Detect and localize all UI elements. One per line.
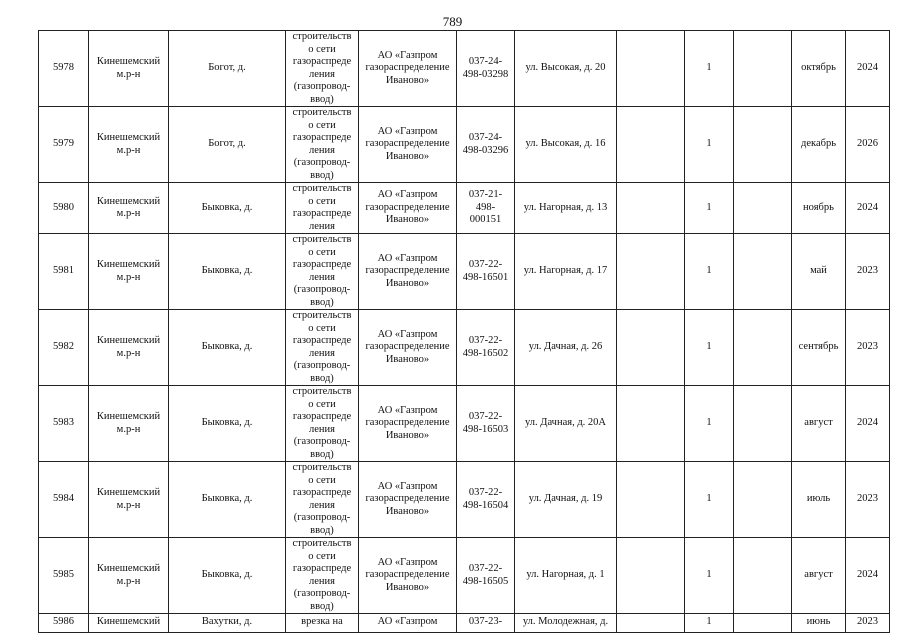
quantity-cell: 1 bbox=[685, 538, 734, 614]
quantity-cell: 1 bbox=[685, 183, 734, 234]
object-code-line: 037-22- bbox=[468, 259, 503, 270]
work-type-line: газораспреде bbox=[292, 208, 352, 219]
district-line: м.р-н bbox=[116, 499, 141, 511]
district-line: Кинешемский bbox=[96, 616, 161, 627]
blank-cell bbox=[734, 31, 792, 107]
work-type-cell bbox=[286, 31, 359, 107]
work-type-cell bbox=[286, 538, 359, 614]
organization-line: АО «Газпром bbox=[377, 328, 438, 340]
work-type-line: ления bbox=[309, 575, 335, 587]
work-type-line: ления bbox=[309, 144, 335, 156]
blank-cell bbox=[734, 386, 792, 462]
work-type-line: строительств bbox=[292, 183, 352, 194]
organization-line: Иваново» bbox=[385, 429, 430, 441]
month-cell: сентябрь bbox=[792, 310, 846, 386]
row-number-cell: 5985 bbox=[39, 538, 89, 614]
table-row bbox=[39, 183, 890, 234]
work-type-cell bbox=[286, 183, 359, 234]
work-type-line: ления bbox=[309, 423, 335, 435]
work-type-line: ления bbox=[309, 499, 335, 511]
organization-line: АО «Газпром bbox=[377, 556, 438, 568]
extra-cell bbox=[617, 614, 685, 633]
locality-cell: Быковка, д. bbox=[169, 386, 286, 462]
year-cell: 2023 bbox=[846, 462, 890, 538]
quantity-cell: 1 bbox=[685, 234, 734, 310]
organization-line: Иваново» bbox=[385, 150, 430, 162]
district-line: Кинешемский bbox=[96, 132, 161, 143]
month-cell: май bbox=[792, 234, 846, 310]
table-row bbox=[39, 234, 890, 310]
district-line: м.р-н bbox=[116, 68, 141, 80]
month-cell: июль bbox=[792, 462, 846, 538]
row-number-cell: 5984 bbox=[39, 462, 89, 538]
organization-cell bbox=[359, 183, 457, 234]
district-cell bbox=[89, 614, 169, 633]
work-type-line: о сети bbox=[308, 322, 336, 334]
work-type-line: о сети bbox=[308, 550, 336, 562]
district-line: Кинешемский bbox=[96, 335, 161, 346]
registry-table bbox=[38, 30, 890, 633]
year-cell: 2023 bbox=[846, 310, 890, 386]
object-code-line: 037-24- bbox=[468, 56, 503, 67]
blank-cell bbox=[734, 310, 792, 386]
work-type-line: газораспреде bbox=[292, 56, 352, 67]
organization-line: Иваново» bbox=[385, 214, 430, 226]
address-cell: ул. Дачная, д. 20А bbox=[515, 386, 617, 462]
work-type-line: газораспреде bbox=[292, 487, 352, 498]
work-type-line: (газопровод- bbox=[293, 81, 351, 92]
work-type-line: (газопровод- bbox=[293, 512, 351, 523]
object-code-cell bbox=[457, 614, 515, 633]
object-code-line: 037-23- bbox=[468, 616, 503, 627]
work-type-line: строительств bbox=[292, 31, 352, 42]
object-code-cell bbox=[457, 183, 515, 234]
district-cell bbox=[89, 107, 169, 183]
work-type-line: ввод) bbox=[310, 372, 334, 384]
extra-cell bbox=[617, 538, 685, 614]
object-code-line: 498- bbox=[475, 201, 496, 213]
work-type-line: строительств bbox=[292, 386, 352, 397]
organization-line: газораспределение bbox=[365, 417, 450, 429]
work-type-cell bbox=[286, 614, 359, 633]
object-code-line: 498-16502 bbox=[462, 347, 509, 359]
organization-line: АО «Газпром bbox=[377, 49, 438, 61]
year-cell: 2024 bbox=[846, 31, 890, 107]
object-code-cell bbox=[457, 386, 515, 462]
organization-line: Иваново» bbox=[385, 277, 430, 289]
object-code-line: 498-16504 bbox=[462, 499, 509, 511]
work-type-line: (газопровод- bbox=[293, 360, 351, 371]
work-type-line: газораспреде bbox=[292, 259, 352, 270]
locality-cell: Вахутки, д. bbox=[169, 614, 286, 633]
organization-line: АО «Газпром bbox=[377, 125, 438, 137]
organization-line: газораспределение bbox=[365, 138, 450, 150]
extra-cell bbox=[617, 107, 685, 183]
district-cell bbox=[89, 462, 169, 538]
work-type-line: (газопровод- bbox=[293, 284, 351, 295]
object-code-cell bbox=[457, 462, 515, 538]
organization-line: Иваново» bbox=[385, 74, 430, 86]
month-cell: август bbox=[792, 386, 846, 462]
quantity-cell: 1 bbox=[685, 310, 734, 386]
organization-line: АО «Газпром bbox=[377, 252, 438, 264]
object-code-cell bbox=[457, 107, 515, 183]
work-type-line: газораспреде bbox=[292, 132, 352, 143]
work-type-line: ввод) bbox=[310, 296, 334, 308]
work-type-line: ления bbox=[309, 68, 335, 80]
page-number: 789 bbox=[442, 14, 463, 29]
organization-cell bbox=[359, 310, 457, 386]
address-cell: ул. Нагорная, д. 1 bbox=[515, 538, 617, 614]
object-code-line: 498-16501 bbox=[462, 271, 509, 283]
work-type-line: о сети bbox=[308, 246, 336, 258]
work-type-line: газораспреде bbox=[292, 335, 352, 346]
organization-cell bbox=[359, 462, 457, 538]
extra-cell bbox=[617, 462, 685, 538]
year-cell: 2023 bbox=[846, 614, 890, 633]
work-type-line: (газопровод- bbox=[293, 588, 351, 599]
work-type-cell bbox=[286, 386, 359, 462]
organization-line: Иваново» bbox=[385, 581, 430, 593]
work-type-line: строительств bbox=[292, 310, 352, 321]
quantity-cell: 1 bbox=[685, 107, 734, 183]
work-type-cell bbox=[286, 462, 359, 538]
row-number-cell: 5980 bbox=[39, 183, 89, 234]
address-cell: ул. Нагорная, д. 17 bbox=[515, 234, 617, 310]
organization-line: Иваново» bbox=[385, 353, 430, 365]
row-number-cell: 5978 bbox=[39, 31, 89, 107]
address-cell: ул. Высокая, д. 16 bbox=[515, 107, 617, 183]
table-row bbox=[39, 538, 890, 614]
row-number-cell: 5986 bbox=[39, 614, 89, 633]
work-type-cell bbox=[286, 234, 359, 310]
organization-line: АО «Газпром bbox=[377, 616, 438, 627]
address-cell: ул. Нагорная, д. 13 bbox=[515, 183, 617, 234]
row-number-cell: 5983 bbox=[39, 386, 89, 462]
work-type-line: ления bbox=[309, 347, 335, 359]
district-cell bbox=[89, 310, 169, 386]
year-cell: 2023 bbox=[846, 234, 890, 310]
district-line: м.р-н bbox=[116, 271, 141, 283]
object-code-line: 037-22- bbox=[468, 411, 503, 422]
locality-cell: Богот, д. bbox=[169, 107, 286, 183]
organization-line: газораспределение bbox=[365, 493, 450, 505]
work-type-line: ления bbox=[309, 220, 335, 232]
district-cell bbox=[89, 538, 169, 614]
table-row bbox=[39, 614, 890, 633]
object-code-cell bbox=[457, 310, 515, 386]
blank-cell bbox=[734, 107, 792, 183]
table-row bbox=[39, 386, 890, 462]
row-number-cell: 5979 bbox=[39, 107, 89, 183]
month-cell: август bbox=[792, 538, 846, 614]
district-line: Кинешемский bbox=[96, 56, 161, 67]
work-type-line: строительств bbox=[292, 538, 352, 549]
district-line: Кинешемский bbox=[96, 195, 161, 207]
work-type-line: о сети bbox=[308, 43, 336, 55]
extra-cell bbox=[617, 31, 685, 107]
object-code-line: 037-24- bbox=[468, 132, 503, 143]
locality-cell: Быковка, д. bbox=[169, 234, 286, 310]
object-code-line: 037-22- bbox=[468, 335, 503, 346]
work-type-cell bbox=[286, 310, 359, 386]
row-number-cell: 5981 bbox=[39, 234, 89, 310]
address-cell: ул. Дачная, д. 19 bbox=[515, 462, 617, 538]
organization-line: газораспределение bbox=[365, 569, 450, 581]
organization-line: газораспределение bbox=[365, 341, 450, 353]
quantity-cell: 1 bbox=[685, 386, 734, 462]
district-line: Кинешемский bbox=[96, 563, 161, 574]
month-cell: июнь bbox=[792, 614, 846, 633]
organization-line: газораспределение bbox=[365, 265, 450, 277]
object-code-cell bbox=[457, 234, 515, 310]
object-code-cell bbox=[457, 31, 515, 107]
object-code-line: 037-21- bbox=[468, 189, 503, 201]
quantity-cell: 1 bbox=[685, 462, 734, 538]
row-number-cell: 5982 bbox=[39, 310, 89, 386]
locality-cell: Быковка, д. bbox=[169, 538, 286, 614]
work-type-cell bbox=[286, 107, 359, 183]
object-code-line: 498-16503 bbox=[462, 423, 509, 435]
year-cell: 2024 bbox=[846, 386, 890, 462]
organization-line: Иваново» bbox=[385, 505, 430, 517]
work-type-line: ввод) bbox=[310, 93, 334, 105]
work-type-line: (газопровод- bbox=[293, 436, 351, 447]
organization-line: газораспределение bbox=[365, 201, 450, 213]
organization-cell bbox=[359, 107, 457, 183]
organization-line: АО «Газпром bbox=[377, 404, 438, 416]
address-cell: ул. Дачная, д. 26 bbox=[515, 310, 617, 386]
work-type-line: строительств bbox=[292, 107, 352, 118]
district-line: м.р-н bbox=[116, 347, 141, 359]
work-type-line: ввод) bbox=[310, 448, 334, 460]
district-line: Кинешемский bbox=[96, 259, 161, 270]
work-type-line: о сети bbox=[308, 119, 336, 131]
month-cell: ноябрь bbox=[792, 183, 846, 234]
extra-cell bbox=[617, 234, 685, 310]
object-code-line: 037-22- bbox=[468, 563, 503, 574]
table-row bbox=[39, 310, 890, 386]
work-type-line: газораспреде bbox=[292, 563, 352, 574]
district-cell bbox=[89, 386, 169, 462]
locality-cell: Богот, д. bbox=[169, 31, 286, 107]
object-code-line: 498-03296 bbox=[462, 144, 509, 156]
district-cell bbox=[89, 31, 169, 107]
district-cell bbox=[89, 183, 169, 234]
object-code-line: 000151 bbox=[469, 214, 502, 226]
organization-cell bbox=[359, 538, 457, 614]
work-type-line: газораспреде bbox=[292, 411, 352, 422]
organization-line: АО «Газпром bbox=[377, 480, 438, 492]
work-type-line: ввод) bbox=[310, 600, 334, 612]
district-line: м.р-н bbox=[116, 575, 141, 587]
address-cell: ул. Молодежная, д. bbox=[515, 614, 617, 633]
extra-cell bbox=[617, 386, 685, 462]
blank-cell bbox=[734, 183, 792, 234]
district-line: м.р-н bbox=[116, 423, 141, 435]
district-line: Кинешемский bbox=[96, 487, 161, 498]
month-cell: октябрь bbox=[792, 31, 846, 107]
work-type-line: о сети bbox=[308, 195, 336, 207]
organization-cell bbox=[359, 234, 457, 310]
locality-cell: Быковка, д. bbox=[169, 310, 286, 386]
district-line: м.р-н bbox=[116, 144, 141, 156]
work-type-line: о сети bbox=[308, 474, 336, 486]
table-row bbox=[39, 31, 890, 107]
work-type-line: (газопровод- bbox=[293, 157, 351, 168]
quantity-cell: 1 bbox=[685, 614, 734, 633]
district-line: м.р-н bbox=[116, 208, 141, 219]
year-cell: 2026 bbox=[846, 107, 890, 183]
object-code-line: 498-16505 bbox=[462, 575, 509, 587]
year-cell: 2024 bbox=[846, 538, 890, 614]
work-type-line: строительств bbox=[292, 462, 352, 473]
extra-cell bbox=[617, 310, 685, 386]
blank-cell bbox=[734, 234, 792, 310]
organization-cell bbox=[359, 386, 457, 462]
address-cell: ул. Высокая, д. 20 bbox=[515, 31, 617, 107]
table-row bbox=[39, 107, 890, 183]
object-code-cell bbox=[457, 538, 515, 614]
month-cell: декабрь bbox=[792, 107, 846, 183]
work-type-line: о сети bbox=[308, 398, 336, 410]
object-code-line: 037-22- bbox=[468, 487, 503, 498]
extra-cell bbox=[617, 183, 685, 234]
district-line: Кинешемский bbox=[96, 411, 161, 422]
table-body bbox=[39, 31, 890, 633]
blank-cell bbox=[734, 462, 792, 538]
organization-line: АО «Газпром bbox=[377, 189, 438, 201]
blank-cell bbox=[734, 538, 792, 614]
table-row bbox=[39, 462, 890, 538]
object-code-line: 498-03298 bbox=[462, 68, 509, 80]
work-type-line: ввод) bbox=[310, 524, 334, 536]
work-type-line: строительств bbox=[292, 234, 352, 245]
year-cell: 2024 bbox=[846, 183, 890, 234]
organization-cell bbox=[359, 614, 457, 633]
locality-cell: Быковка, д. bbox=[169, 462, 286, 538]
work-type-line: врезка на bbox=[301, 616, 343, 627]
organization-cell bbox=[359, 31, 457, 107]
locality-cell: Быковка, д. bbox=[169, 183, 286, 234]
blank-cell bbox=[734, 614, 792, 633]
work-type-line: ввод) bbox=[310, 169, 334, 181]
quantity-cell: 1 bbox=[685, 31, 734, 107]
work-type-line: ления bbox=[309, 271, 335, 283]
organization-line: газораспределение bbox=[365, 62, 450, 74]
district-cell bbox=[89, 234, 169, 310]
